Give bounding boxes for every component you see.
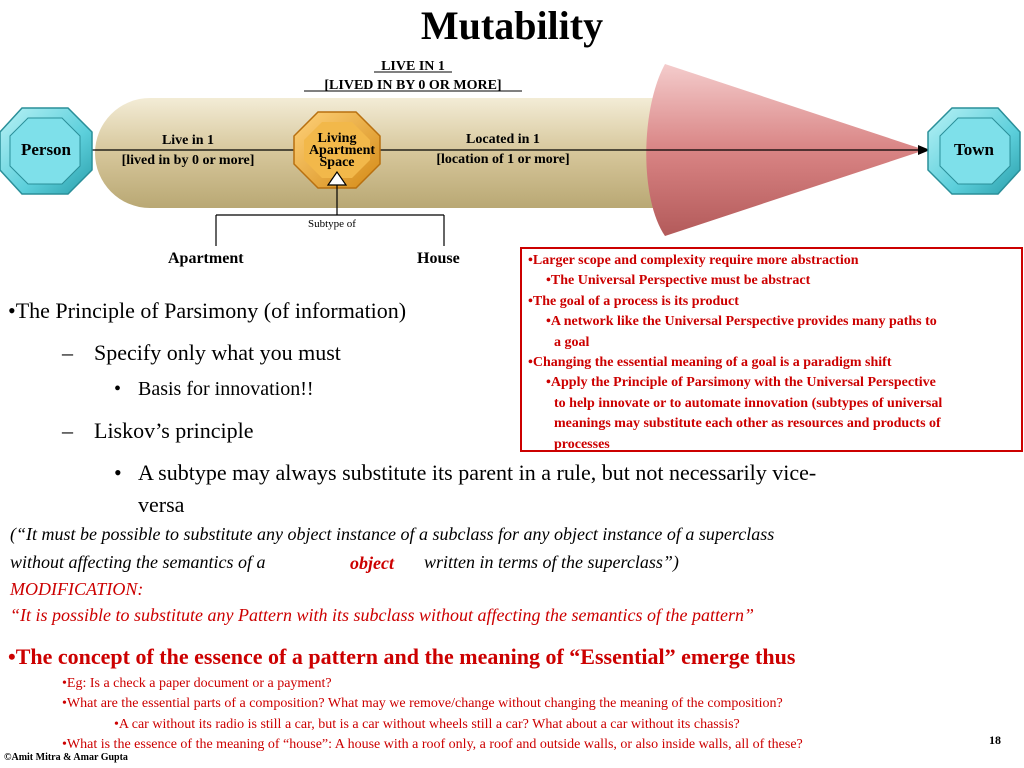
subtype-rule-line1: A subtype may always substitute its parent in a rule, but not necessarily vice- — [138, 460, 817, 485]
quote-line1: (“It must be possible to substitute any object instance of a subclass for any object instance of a superclass — [10, 524, 775, 544]
page-title: Mutability — [420, 3, 604, 48]
modified-quote: “It is possible to substitute any Pattern with its subclass without affecting the semantics of the pattern” — [10, 605, 754, 625]
note-item: meanings may substitute each other as resources and products of — [554, 416, 941, 432]
object-word: object — [350, 553, 394, 573]
relationship-inverse: [LIVED IN BY 0 OR MORE] — [324, 78, 502, 93]
modification-heading: MODIFICATION: — [10, 579, 144, 599]
page-number: 18 — [989, 733, 1001, 747]
copyright-notice: ©Amit Mitra & Amar Gupta — [4, 752, 128, 763]
apartment-label: Apartment — [168, 250, 244, 267]
lived-in-by-label: [lived in by 0 or more] — [121, 153, 255, 168]
essence-subitem: •Eg: Is a check a paper document or a payment? — [62, 676, 332, 691]
relationship-name: LIVE IN 1 — [381, 59, 445, 74]
note-item: •Larger scope and complexity require more abstraction — [528, 253, 859, 268]
notes-box — [520, 247, 1023, 452]
relationship-diagram — [0, 50, 1024, 250]
note-item: •Changing the essential meaning of a goal is a paradigm shift — [528, 355, 892, 371]
dash-marker: – — [62, 418, 73, 443]
live-in-label: Live in 1 — [161, 133, 215, 148]
subtype-rule-line2: versa — [138, 492, 185, 517]
house-label: House — [417, 250, 460, 267]
apartment-overlay-label: Apartment — [308, 143, 376, 158]
location-of-label: [location of 1 or more] — [436, 152, 570, 167]
subtype-of-label: Subtype of — [308, 218, 356, 230]
note-item: a goal — [554, 334, 590, 350]
note-item: •A network like the Universal Perspective provides many paths to — [546, 314, 937, 330]
note-item: processes — [554, 436, 610, 452]
dash-marker: – — [62, 340, 73, 365]
note-item: •The goal of a process is its product — [528, 293, 739, 309]
liskov-item: Liskov’s principle — [94, 418, 254, 443]
dot-marker: • — [114, 460, 122, 485]
innovation-item: Basis for innovation!! — [138, 378, 314, 400]
essence-subitem: •What are the essential parts of a composition? What may we remove/change without changing the meaning of the composition? — [62, 696, 783, 711]
note-item: •The Universal Perspective must be abstract — [546, 273, 811, 289]
town-label: Town — [953, 140, 995, 159]
living-space-label-line2: Space — [319, 155, 355, 170]
note-item: •Apply the Principle of Parsimony with the Universal Perspective — [546, 375, 936, 391]
essence-subitem: •A car without its radio is still a car, but is a car without wheels still a car? What about a car without its chassis? — [114, 717, 740, 732]
specify-item: Specify only what you must — [94, 340, 341, 365]
quote-line2b: written in terms of the superclass”) — [424, 552, 679, 572]
living-space-label-line1: Living — [317, 131, 357, 146]
person-label: Person — [20, 140, 72, 159]
note-item: to help innovate or to automate innovation (subtypes of universal — [554, 395, 943, 411]
dot-marker: • — [114, 378, 122, 400]
essence-bullet: •The concept of the essence of a pattern and the meaning of “Essential” emerge thus — [8, 644, 796, 669]
quote-line2a: without affecting the semantics of a — [10, 552, 266, 572]
essence-subitem: •What is the essence of the meaning of “house”: A house with a roof only, a roof and outside walls, or also inside walls, all of these? — [62, 737, 803, 752]
parsimony-bullet: •The Principle of Parsimony (of information) — [8, 298, 407, 323]
located-in-label: Located in 1 — [466, 132, 540, 147]
